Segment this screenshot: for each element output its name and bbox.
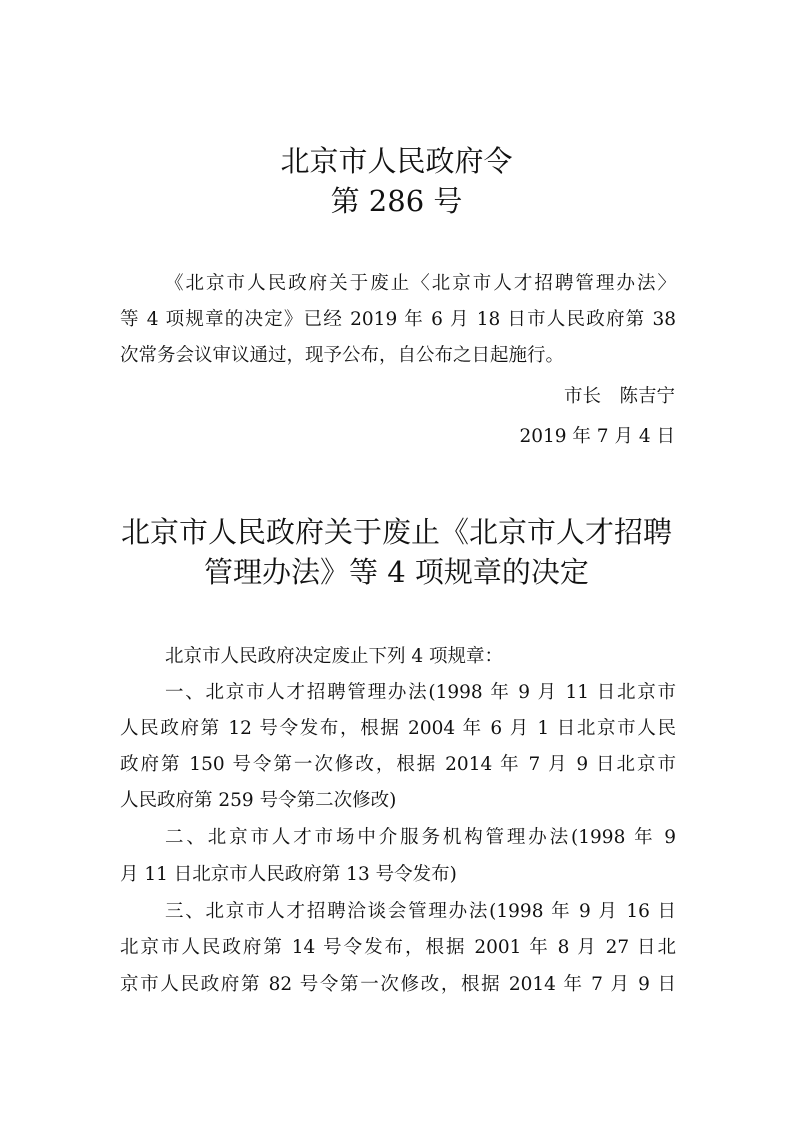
- body-line: 三、北京市人才招聘洽谈会管理办法(1998 年 9 月 16 日: [165, 901, 676, 922]
- intro-line: 《北京市人民政府关于废止〈北京市人才招聘管理办法〉: [165, 273, 676, 294]
- order-date: 2019 年 7 月 4 日: [519, 426, 675, 447]
- intro-line: 次常务会议审议通过，现予公布，自公布之日起施行。: [120, 345, 565, 366]
- body-line: 京市人民政府第 82 号令第一次修改，根据 2014 年 7 月 9 日: [120, 974, 676, 995]
- decision-title-line: 管理办法》等 4 项规章的决定: [204, 555, 589, 589]
- signatory: 市长 陈吉宁: [563, 386, 675, 407]
- body-line: 政府第 150 号令第一次修改，根据 2014 年 7 月 9 日北京市: [120, 754, 676, 775]
- body-line: 北京市人民政府决定废止下列 4 项规章：: [165, 646, 504, 667]
- order-number: 第 286 号: [330, 184, 463, 218]
- order-title: 北京市人民政府令: [280, 144, 513, 178]
- body-line: 一、北京市人才招聘管理办法(1998 年 9 月 11 日北京市: [165, 682, 676, 703]
- body-line: 月 11 日北京市人民政府第 13 号令发布): [120, 864, 457, 885]
- body-line: 人民政府第 12 号令发布，根据 2004 年 6 月 1 日北京市人民: [120, 718, 676, 739]
- body-line: 人民政府第 259 号令第二次修改): [120, 790, 397, 811]
- body-line: 二、北京市人才市场中介服务机构管理办法(1998 年 9: [165, 827, 676, 848]
- body-line: 北京市人民政府第 14 号令发布，根据 2001 年 8 月 27 日北: [120, 937, 676, 958]
- decision-title-line: 北京市人民政府关于废止《北京市人才招聘: [120, 515, 672, 549]
- intro-line: 等 4 项规章的决定》已经 2019 年 6 月 18 日市人民政府第 38: [120, 309, 676, 330]
